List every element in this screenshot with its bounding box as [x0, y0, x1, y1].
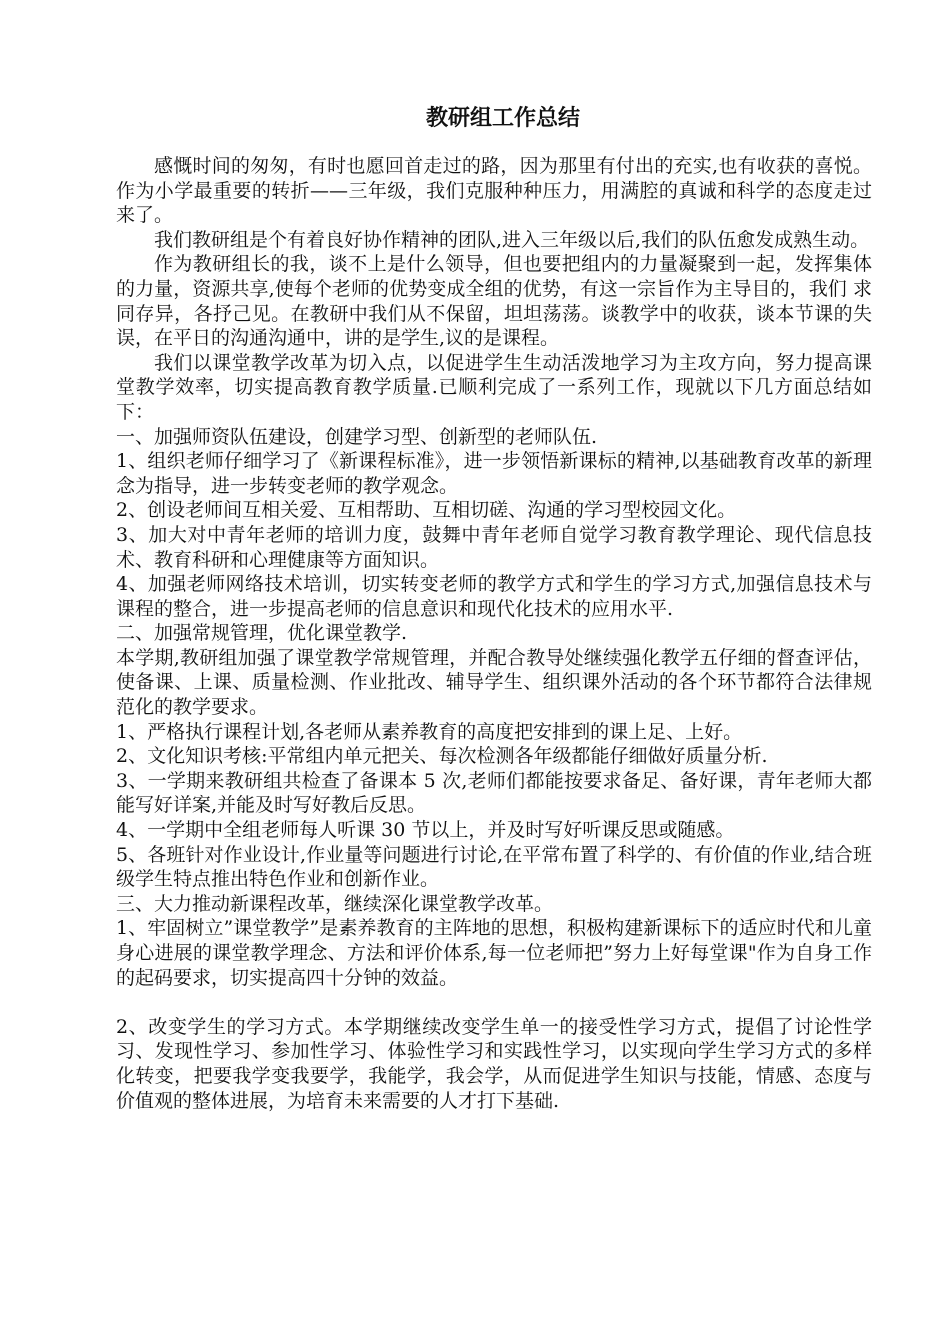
list-item: 3、一学期来教研组共检查了备课本 5 次,老师们都能按要求备足、备好课，青年老师大都能写好详案,并能及时写好教后反思。 [116, 769, 872, 817]
section-heading-3: 三、大力推动新课程改革，继续深化课堂教学改革。 [116, 892, 554, 915]
list-item: 4、加强老师网络技术培训，切实转变老师的教学方式和学生的学习方式,加强信息技术与课程的整合，进一步提高老师的信息意识和现代化技术的应用水平. [116, 573, 872, 620]
section-heading-2: 二、加强常规管理，优化课堂教学. [116, 622, 408, 645]
document-title: 教研组工作总结 [425, 106, 580, 131]
list-item: 2、文化知识考核:平常组内单元把关、每次检测各年级都能仔细做好质量分析. [116, 745, 768, 768]
blank-line [116, 990, 872, 1015]
paragraph-intro: 感慨时间的匆匆，有时也愿回首走过的路，因为那里有付出的充实,也有收获的喜悦。作为小学最重要的转折——三年级，我们克服种种压力，用满腔的真诚和科学的态度走过来了。 [116, 155, 872, 227]
list-item: 5、各班针对作业设计,作业量等问题进行讨论,在平常布置了科学的、有价值的作业,结合班级学生特点推出特色作业和创新作业。 [116, 843, 872, 891]
paragraph-summary-intro: 我们以课堂教学改革为切入点，以促进学生生动活泼地学习为主攻方向，努力提高课堂教学效率，切实提高教育教学质量.已顺利完成了一系列工作，现就以下几方面总结如下： [116, 351, 872, 423]
list-item: 2、创设老师间互相关爱、互相帮助、互相切磋、沟通的学习型校园文化。 [116, 499, 737, 522]
paragraph-leader: 作为教研组长的我，谈不上是什么领导，但也要把组内的力量凝聚到一起，发挥集体的力量，资源共享,使每个老师的优势变成全组的优势，有这一宗旨作为主导目的，我们 求同存异，各抒己见。在教研中我们从不保留，坦坦荡荡。谈教学中的收获，谈本节课的失误，在平日的沟通沟通中，讲的是学生,议的是课程。 [116, 253, 872, 350]
list-item: 4、一学期中全组老师每人听课 30 节以上，并及时写好听课反思或随感。 [116, 819, 735, 842]
section-heading-1: 一、加强师资队伍建设，创建学习型、创新型的老师队伍. [116, 425, 598, 448]
list-item: 1、牢固树立”课堂教学”是素养教育的主阵地的思想，积极构建新课标下的适应时代和儿童身心进展的课堂教学理念、方法和评价体系,每一位老师把”努力上好每堂课"作为自身工作的起码要求，切实提高四十分钟的效益。 [116, 917, 872, 989]
paragraph-section-2: 本学期,教研组加强了课堂教学常规管理，并配合教导处继续强化教学五仔细的督查评估，使备课、上课、质量检测、作业批改、辅导学生、组织课外活动的各个环节都符合法律规范化的教学要求。 [116, 646, 872, 719]
paragraph-team: 我们教研组是个有着良好协作精神的团队,进入三年级以后,我们的队伍愈发成熟生动。 [154, 228, 870, 251]
list-item: 3、加大对中青年老师的培训力度，鼓舞中青年老师自觉学习教育教学理论、现代信息技术、教育科研和心理健康等方面知识。 [116, 523, 872, 571]
list-item: 1、组织老师仔细学习了《新课程标准》，进一步领悟新课标的精神,以基础教育改革的新理念为指导，进一步转变老师的教学观念。 [116, 450, 872, 497]
list-item: 2、改变学生的学习方式。本学期继续改变学生单一的接受性学习方式，提倡了讨论性学习、发现性学习、参加性学习、体验性学习和实践性学习，以实现向学生学习方式的多样化转变，把要我学变我要学，我能学，我会学，从而促进学生知识与技能，情感、态度与价值观的整体进展，为培育未来需要的人才打下基础. [116, 1015, 872, 1112]
list-item: 1、严格执行课程计划,各老师从素养教育的高度把安排到的课上足、上好。 [116, 720, 743, 743]
